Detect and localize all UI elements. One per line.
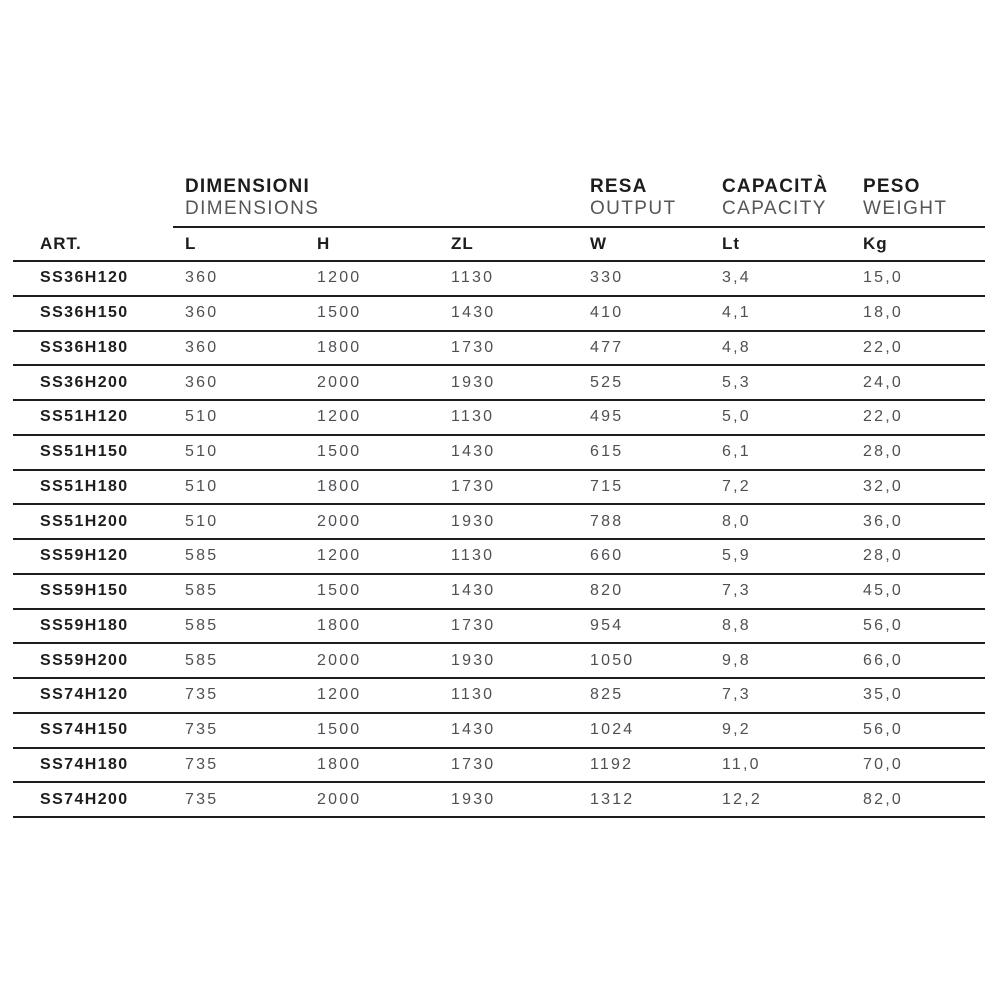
- cell-art: SS36H200: [40, 373, 129, 391]
- cell-art: SS74H180: [40, 755, 129, 773]
- table-row: [13, 540, 985, 575]
- cell-zl: 1730: [451, 477, 496, 495]
- cell-art: SS59H180: [40, 616, 129, 634]
- cell-weight: 18,0: [863, 304, 903, 322]
- column-header-l: L: [185, 234, 197, 253]
- cell-weight: 56,0: [863, 616, 903, 634]
- cell-capacity: 4,1: [722, 304, 751, 322]
- table-row: [13, 332, 985, 367]
- cell-weight: 70,0: [863, 755, 903, 773]
- group-capacity: [722, 176, 828, 219]
- cell-art: SS74H200: [40, 790, 129, 808]
- group-title-en: CAPACITY: [722, 198, 827, 219]
- cell-length: 735: [185, 755, 219, 773]
- cell-capacity: 5,0: [722, 408, 751, 426]
- cell-weight: 82,0: [863, 790, 903, 808]
- cell-zl: 1430: [451, 582, 496, 600]
- cell-length: 735: [185, 790, 219, 808]
- table-row: [13, 714, 985, 749]
- cell-art: SS36H180: [40, 338, 129, 356]
- cell-art: SS51H120: [40, 408, 129, 426]
- cell-height: 1800: [317, 477, 362, 495]
- cell-output: 660: [590, 547, 624, 565]
- cell-output: 477: [590, 338, 624, 356]
- cell-zl: 1730: [451, 755, 496, 773]
- cell-art: SS36H150: [40, 304, 129, 322]
- cell-weight: 35,0: [863, 686, 903, 704]
- cell-capacity: 8,0: [722, 512, 751, 530]
- cell-zl: 1430: [451, 304, 496, 322]
- cell-length: 585: [185, 651, 219, 669]
- cell-length: 510: [185, 512, 219, 530]
- table-row: [13, 505, 985, 540]
- group-title-it: RESA: [590, 176, 648, 197]
- cell-weight: 22,0: [863, 408, 903, 426]
- cell-length: 510: [185, 477, 219, 495]
- cell-art: SS74H150: [40, 721, 129, 739]
- cell-weight: 22,0: [863, 338, 903, 356]
- cell-art: SS74H120: [40, 686, 129, 704]
- cell-capacity: 3,4: [722, 269, 751, 287]
- cell-weight: 36,0: [863, 512, 903, 530]
- cell-zl: 1730: [451, 616, 496, 634]
- cell-art: SS51H150: [40, 443, 129, 461]
- group-title-it: DIMENSIONI: [185, 176, 310, 197]
- cell-weight: 28,0: [863, 443, 903, 461]
- cell-art: SS51H200: [40, 512, 129, 530]
- cell-height: 2000: [317, 651, 362, 669]
- cell-capacity: 6,1: [722, 443, 751, 461]
- cell-output: 1024: [590, 721, 635, 739]
- cell-weight: 45,0: [863, 582, 903, 600]
- cell-zl: 1130: [451, 408, 495, 426]
- cell-length: 360: [185, 338, 219, 356]
- column-header-zl: ZL: [451, 234, 474, 253]
- cell-zl: 1730: [451, 338, 496, 356]
- table-group-header: [13, 175, 985, 228]
- group-output: [590, 176, 677, 219]
- cell-capacity: 5,9: [722, 547, 751, 565]
- group-dimensions: [185, 176, 319, 219]
- cell-zl: 1130: [451, 269, 495, 287]
- table-row: [13, 366, 985, 401]
- cell-height: 1800: [317, 338, 362, 356]
- cell-zl: 1430: [451, 721, 496, 739]
- group-title-en: OUTPUT: [590, 198, 677, 219]
- cell-output: 1192: [590, 755, 634, 773]
- cell-capacity: 9,2: [722, 721, 751, 739]
- group-header-rule: [173, 226, 985, 228]
- cell-length: 735: [185, 721, 219, 739]
- cell-height: 1500: [317, 721, 362, 739]
- cell-art: SS51H180: [40, 477, 129, 495]
- cell-capacity: 8,8: [722, 616, 751, 634]
- cell-zl: 1430: [451, 443, 496, 461]
- cell-length: 360: [185, 373, 219, 391]
- group-title-it: CAPACITÀ: [722, 176, 829, 197]
- group-weight: [863, 176, 947, 219]
- cell-height: 1500: [317, 304, 362, 322]
- table-row: [13, 610, 985, 645]
- cell-length: 585: [185, 582, 219, 600]
- cell-zl: 1930: [451, 512, 496, 530]
- cell-height: 1500: [317, 582, 362, 600]
- cell-zl: 1130: [451, 686, 495, 704]
- table-row: [13, 436, 985, 471]
- cell-length: 585: [185, 616, 219, 634]
- cell-length: 510: [185, 408, 219, 426]
- table-rows: [13, 262, 985, 818]
- cell-height: 1200: [317, 547, 362, 565]
- column-header-h: H: [317, 234, 331, 253]
- cell-output: 525: [590, 373, 624, 391]
- cell-output: 825: [590, 686, 624, 704]
- cell-weight: 32,0: [863, 477, 903, 495]
- cell-output: 820: [590, 582, 624, 600]
- cell-height: 2000: [317, 373, 362, 391]
- group-title-it: PESO: [863, 176, 921, 197]
- cell-height: 1200: [317, 408, 362, 426]
- cell-weight: 66,0: [863, 651, 903, 669]
- cell-capacity: 7,3: [722, 686, 751, 704]
- cell-weight: 15,0: [863, 269, 903, 287]
- cell-length: 510: [185, 443, 219, 461]
- cell-output: 954: [590, 616, 624, 634]
- cell-height: 1800: [317, 616, 362, 634]
- cell-length: 360: [185, 304, 219, 322]
- cell-zl: 1930: [451, 651, 496, 669]
- cell-weight: 56,0: [863, 721, 903, 739]
- cell-capacity: 4,8: [722, 338, 751, 356]
- table-row: [13, 262, 985, 297]
- spec-table: [13, 175, 985, 818]
- cell-art: SS59H120: [40, 547, 129, 565]
- cell-capacity: 9,8: [722, 651, 751, 669]
- group-title-en: DIMENSIONS: [185, 198, 320, 219]
- cell-art: SS36H120: [40, 269, 129, 287]
- cell-output: 1050: [590, 651, 635, 669]
- cell-output: 788: [590, 512, 624, 530]
- cell-height: 1500: [317, 443, 362, 461]
- cell-height: 1200: [317, 686, 362, 704]
- column-header-art: ART.: [40, 234, 82, 253]
- cell-art: SS59H200: [40, 651, 129, 669]
- column-header-lt: Lt: [722, 234, 741, 253]
- cell-weight: 24,0: [863, 373, 903, 391]
- cell-length: 360: [185, 269, 219, 287]
- cell-capacity: 12,2: [722, 790, 762, 808]
- table-row: [13, 679, 985, 714]
- cell-length: 585: [185, 547, 219, 565]
- cell-zl: 1930: [451, 373, 496, 391]
- cell-art: SS59H150: [40, 582, 129, 600]
- column-header-w: W: [590, 234, 608, 253]
- table-row: [13, 575, 985, 610]
- cell-capacity: 11,0: [722, 755, 761, 773]
- table-row: [13, 471, 985, 506]
- cell-output: 615: [590, 443, 624, 461]
- cell-zl: 1930: [451, 790, 496, 808]
- table-column-header: [13, 228, 985, 262]
- cell-capacity: 7,3: [722, 582, 751, 600]
- table-row: [13, 749, 985, 784]
- cell-capacity: 5,3: [722, 373, 751, 391]
- cell-height: 2000: [317, 790, 362, 808]
- cell-output: 410: [590, 304, 624, 322]
- cell-height: 2000: [317, 512, 362, 530]
- cell-capacity: 7,2: [722, 477, 751, 495]
- column-header-kg: Kg: [863, 234, 888, 253]
- cell-weight: 28,0: [863, 547, 903, 565]
- cell-height: 1800: [317, 755, 362, 773]
- cell-length: 735: [185, 686, 219, 704]
- cell-output: 330: [590, 269, 624, 287]
- cell-height: 1200: [317, 269, 362, 287]
- cell-output: 715: [590, 477, 624, 495]
- group-title-en: WEIGHT: [863, 198, 948, 219]
- table-row: [13, 644, 985, 679]
- table-row: [13, 297, 985, 332]
- table-row: [13, 783, 985, 818]
- cell-output: 1312: [590, 790, 635, 808]
- cell-output: 495: [590, 408, 624, 426]
- table-row: [13, 401, 985, 436]
- cell-zl: 1130: [451, 547, 495, 565]
